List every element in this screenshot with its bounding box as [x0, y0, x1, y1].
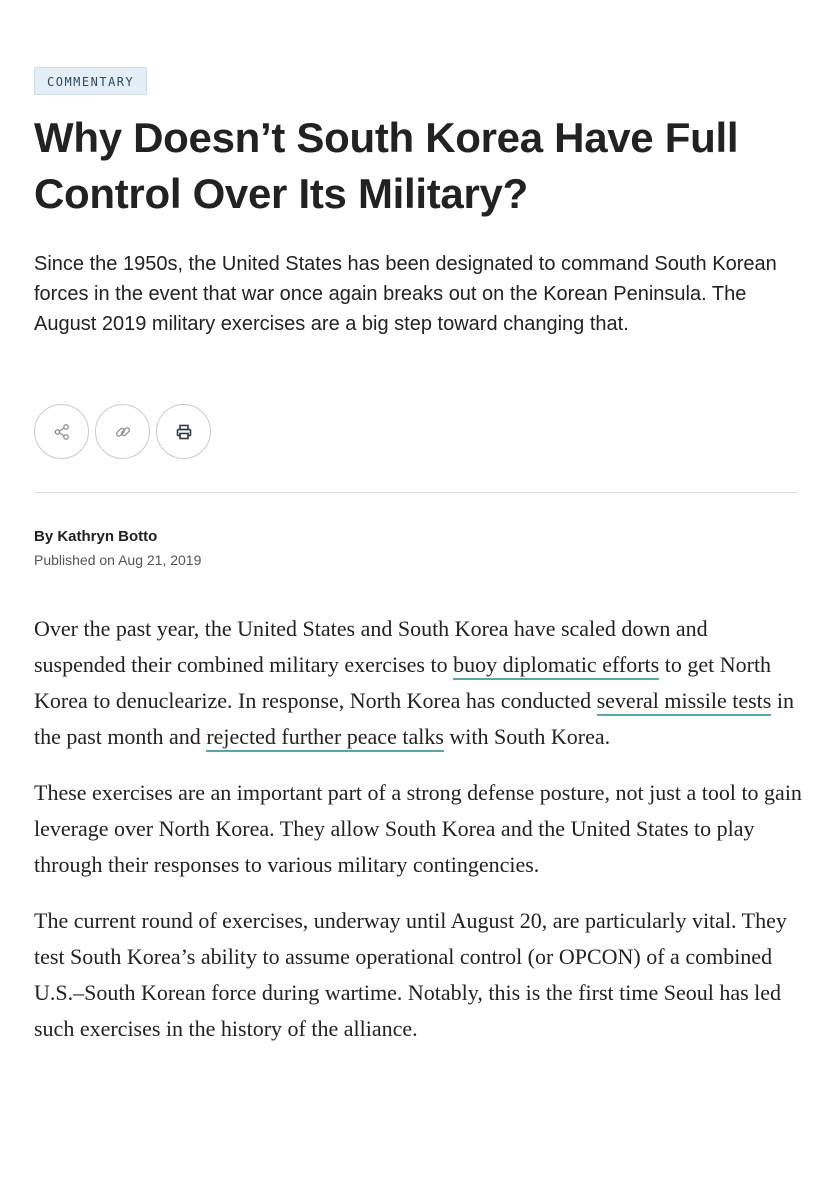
print-icon — [175, 423, 193, 441]
paragraph-text: in the past month and — [34, 688, 794, 749]
share-toolbar — [34, 404, 211, 460]
paragraph-2: These exercises are an important part of a strong defense posture, not just a tool to gain leverage over North Korea. They allow South Korea and the United States to play through their responses to various military contingencies. — [34, 780, 802, 877]
author-byline[interactable]: By Kathryn Botto — [34, 528, 158, 545]
category-tag[interactable]: COMMENTARY — [34, 67, 147, 95]
share-button[interactable] — [34, 404, 89, 459]
link-several-missile-tests[interactable]: several missile tests — [597, 688, 772, 716]
article-title: Why Doesn’t South Korea Have Full Control Over Its Military? — [34, 114, 739, 217]
paragraph-text: to get North Korea to denuclearize. In response, North Korea has conducted — [34, 652, 772, 713]
print-button[interactable] — [156, 404, 211, 459]
link-rejected-further-peace-talks[interactable]: rejected further peace talks — [206, 724, 444, 752]
divider — [34, 492, 798, 493]
share-icon — [53, 423, 71, 441]
paragraph-1 — [34, 611, 804, 755]
paragraph-text: Over the past year, the United States and South Korea have scaled down and suspended their combined military exercises to — [34, 616, 708, 677]
paragraph-text: with South Korea. — [443, 724, 611, 749]
paragraph-3: The current round of exercises, underway until August 20, are particularly vital. They test South Korea’s ability to assume operational control (or OPCON) of a combined U.S.–South Korean force during wartime. Notably, this is the first time Seoul has led such exercises in the history of the alliance. — [34, 908, 787, 1041]
article-body — [34, 611, 804, 1067]
article-summary: Since the 1950s, the United States has been designated to command South Korean forces in the event that war once again breaks out on the Korean Peninsula. The August 2019 military exercises are a big step toward changing that. — [34, 253, 777, 335]
link-icon — [114, 423, 132, 441]
link-buoy-diplomatic-efforts[interactable]: buoy diplomatic efforts — [453, 652, 659, 680]
copy-link-button[interactable] — [95, 404, 150, 459]
publish-date: Published on Aug 21, 2019 — [34, 552, 202, 568]
